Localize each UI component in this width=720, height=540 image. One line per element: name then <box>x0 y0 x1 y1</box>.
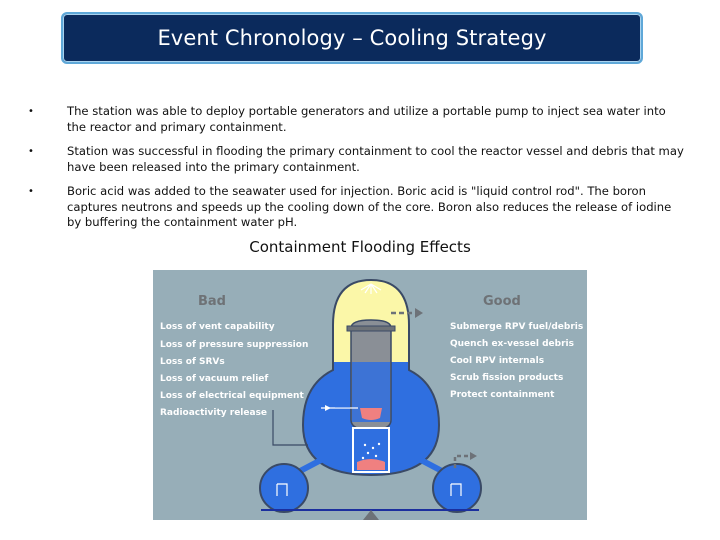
containment-diagram <box>153 270 587 520</box>
figure-title: Containment Flooding Effects <box>249 238 471 256</box>
good-item: Cool RPV internals <box>450 356 545 366</box>
bad-item: Loss of vacuum relief <box>160 374 269 384</box>
torus-right <box>433 464 481 512</box>
bad-heading: Bad <box>198 294 226 309</box>
bullet-item: • The station was able to deploy portable generators and utilize a portable pump to inject sea water into the reactor and primary containment. <box>28 104 688 135</box>
bullet-item: • Boric acid was added to the seawater used for injection. Boric acid is "liquid control rod". The boron captures neutrons and speeds up the cooling down of the core. Boron also reduces the release of iodine by buffering the containment water pH. <box>28 184 688 231</box>
ex-vessel-debris <box>357 459 385 470</box>
bad-item: Loss of SRVs <box>160 357 225 367</box>
bad-item: Loss of electrical equipment <box>160 391 304 401</box>
bad-item: Loss of pressure suppression <box>160 340 309 350</box>
slide-title-banner <box>61 12 643 64</box>
bad-item: Radioactivity release <box>160 408 268 418</box>
rpv-fuel-debris <box>360 408 382 420</box>
good-item: Scrub fission products <box>450 373 564 383</box>
bad-item: Loss of vent capability <box>160 322 275 332</box>
torus-left <box>260 464 308 512</box>
good-item: Quench ex-vessel debris <box>450 339 574 349</box>
slide-title: Event Chronology – Cooling Strategy <box>157 26 547 50</box>
good-heading: Good <box>483 294 521 309</box>
good-item: Protect containment <box>450 390 555 400</box>
vessel-head-flange <box>347 326 395 331</box>
good-item: Submerge RPV fuel/debris <box>450 322 584 332</box>
bullet-list <box>28 104 688 240</box>
bullet-item: • Station was successful in flooding the primary containment to cool the reactor vessel and debris that may have been released into the primary containment. <box>28 144 688 175</box>
